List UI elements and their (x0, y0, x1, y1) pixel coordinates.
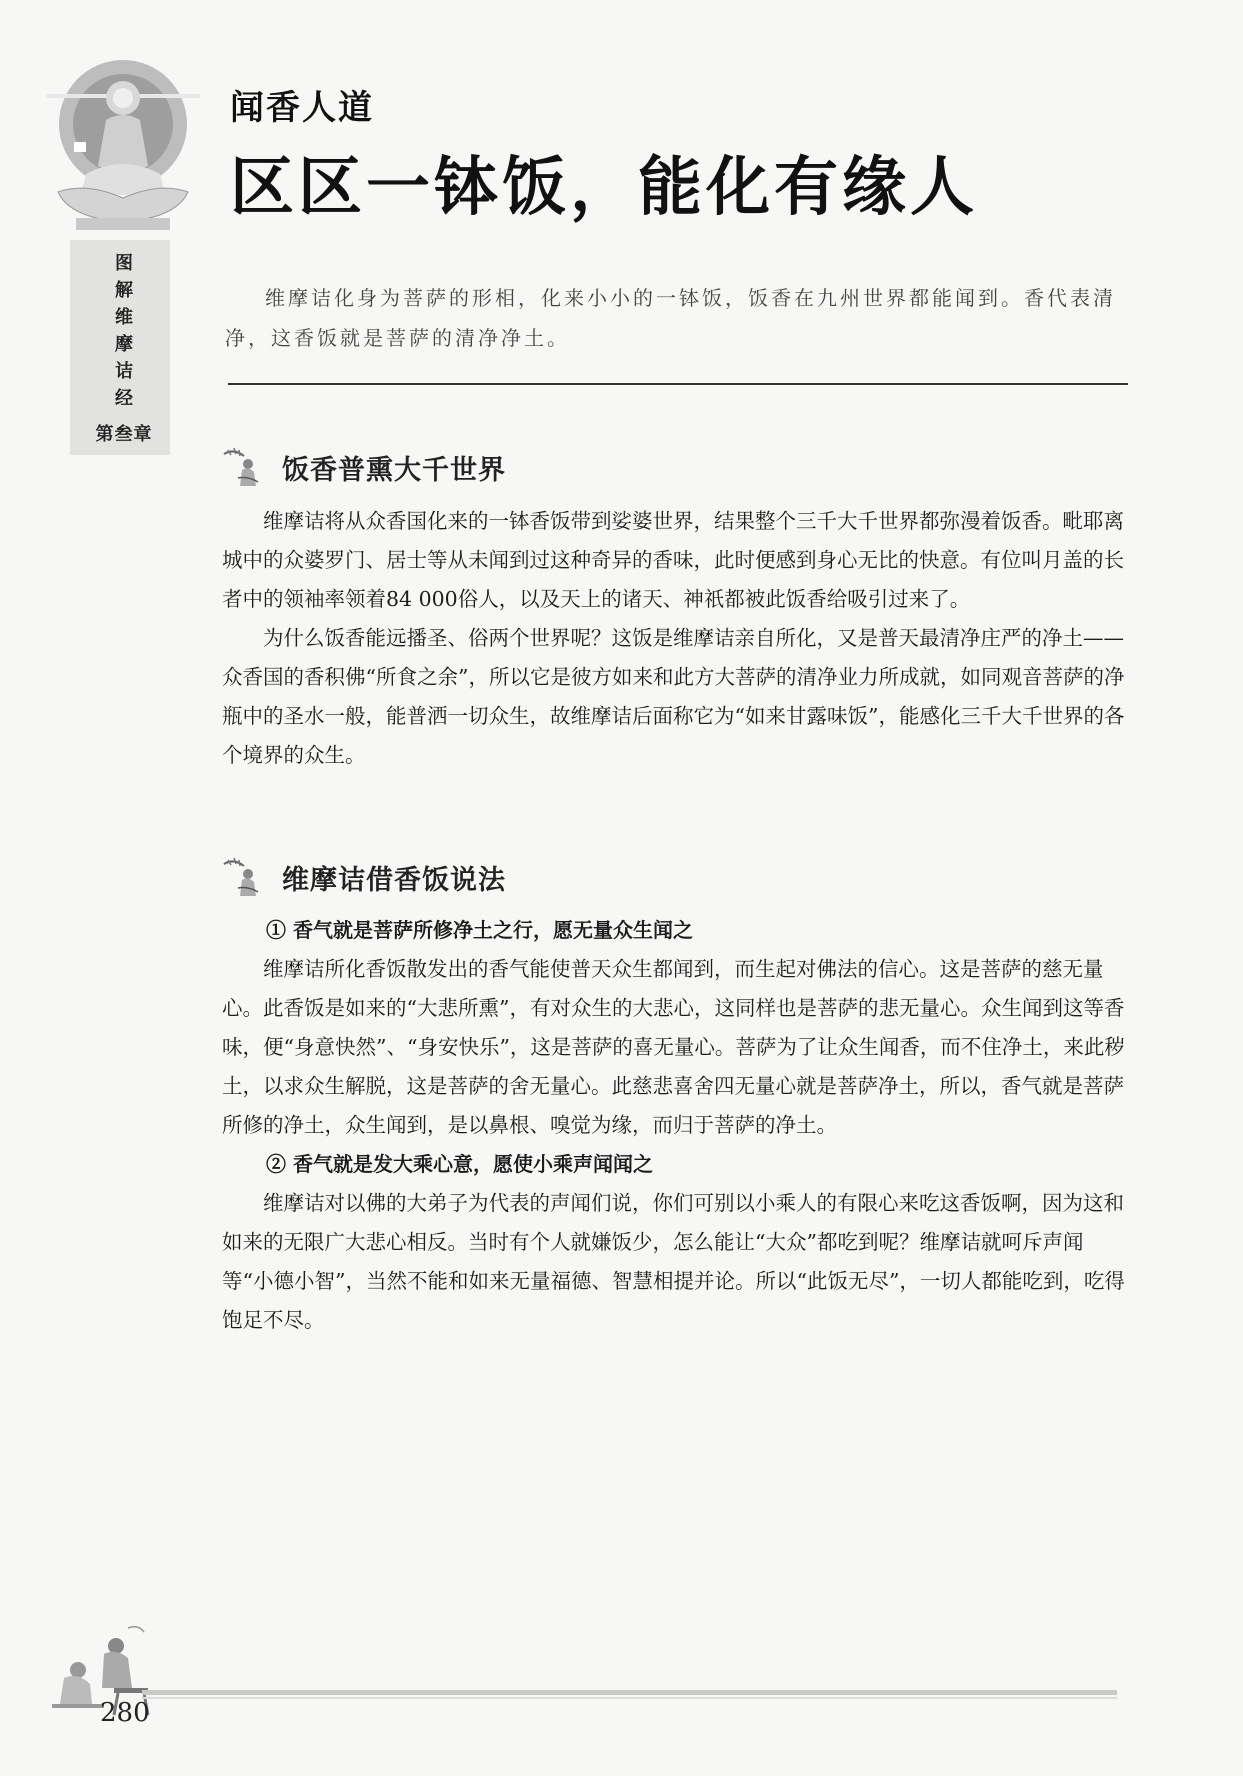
section-title: 维摩诘借香饭说法 (282, 864, 506, 896)
series-char: 维 (115, 307, 133, 328)
paragraph: 为什么饭香能远播圣、俗两个世界呢？这饭是维摩诘亲自所化，又是普天最清净庄严的净土——众香国的香积佛“所食之余”，所以它是彼方如来和此方大菩萨的清净业力所成就，如同观音菩萨的净瓶中的圣水一般，能普洒一切众生，故维摩诘后面称它为“如来甘露味饭”，能感化三千大千世界的各个境界的众生。 (222, 626, 1125, 767)
section-kicker: 闻香人道 (230, 88, 374, 128)
divider (228, 383, 1128, 385)
paragraph: 维摩诘对以佛的大弟子为代表的声闻们说，你们可别以小乘人的有限心来吃这香饭啊，因为这和如来的无限广大悲心相反。当时有个人就嫌饭少，怎么能让“大众”都吃到呢？维摩诘就呵斥声闻等“小德小智”，当然不能和如来无量福德、智慧相提并论。所以“此饭无尽”，一切人都能吃到，吃得饱足不尽。 (222, 1191, 1125, 1332)
series-char: 解 (115, 280, 133, 301)
scholar-branch-icon (218, 852, 268, 902)
footer-rule (142, 1697, 1117, 1699)
intro-summary: 维摩诘化身为菩萨的形相，化来小小的一钵饭，饭香在九州世界都能闻到。香代表清净，这香饭就是菩萨的清净净土。 (225, 286, 1116, 350)
series-char: 摩 (115, 334, 133, 355)
series-char: 图 (115, 253, 133, 274)
series-title (112, 250, 136, 412)
series-char: 经 (115, 388, 133, 409)
section-title: 饭香普熏大千世界 (282, 454, 506, 486)
section-body (222, 911, 1130, 1340)
section-heading (218, 442, 506, 492)
paragraph: 维摩诘所化香饭散发出的香气能使普天众生都闻到，而生起对佛法的信心。这是菩萨的慈无量心。此香饭是如来的“大悲所熏”，有对众生的大悲心，这同样也是菩萨的悲无量心。众生闻到这等香味，便“身意快然”、“身安快乐”，这是菩萨的喜无量心。菩萨为了让众生闻香，而不住净土，来此秽土，以求众生解脱，这是菩萨的舍无量心。此慈悲喜舍四无量心就是菩萨净土，所以，香气就是菩萨所修的净土，众生闻到，是以鼻根、嗅觉为缘，而归于菩萨的净土。 (222, 957, 1125, 1137)
page-title: 区区一钵饭，能化有缘人 (230, 151, 978, 225)
subsection-heading: ② 香气就是发大乘心意，愿使小乘声闻闻之 (266, 1152, 653, 1176)
scholar-branch-icon (218, 442, 268, 492)
footer-rule (142, 1690, 1117, 1695)
paragraph: 维摩诘将从众香国化来的一钵香饭带到娑婆世界，结果整个三千大千世界都弥漫着饭香。毗耶离城中的众婆罗门、居士等从未闻到过这种奇异的香味，此时便感到身心无比的快意。有位叫月盖的长者中的领袖率领着84 000俗人，以及天上的诸天、神祇都被此饭香给吸引过来了。 (222, 509, 1124, 611)
section-body (222, 502, 1130, 775)
chapter-label: 第叁章 (95, 424, 153, 445)
subsection-heading: ① 香气就是菩萨所修净土之行，愿无量众生闻之 (266, 918, 693, 942)
section-heading (218, 852, 506, 902)
buddha-medallion-icon (46, 58, 200, 236)
page-number: 280 (100, 1698, 150, 1728)
series-char: 诘 (115, 361, 133, 382)
